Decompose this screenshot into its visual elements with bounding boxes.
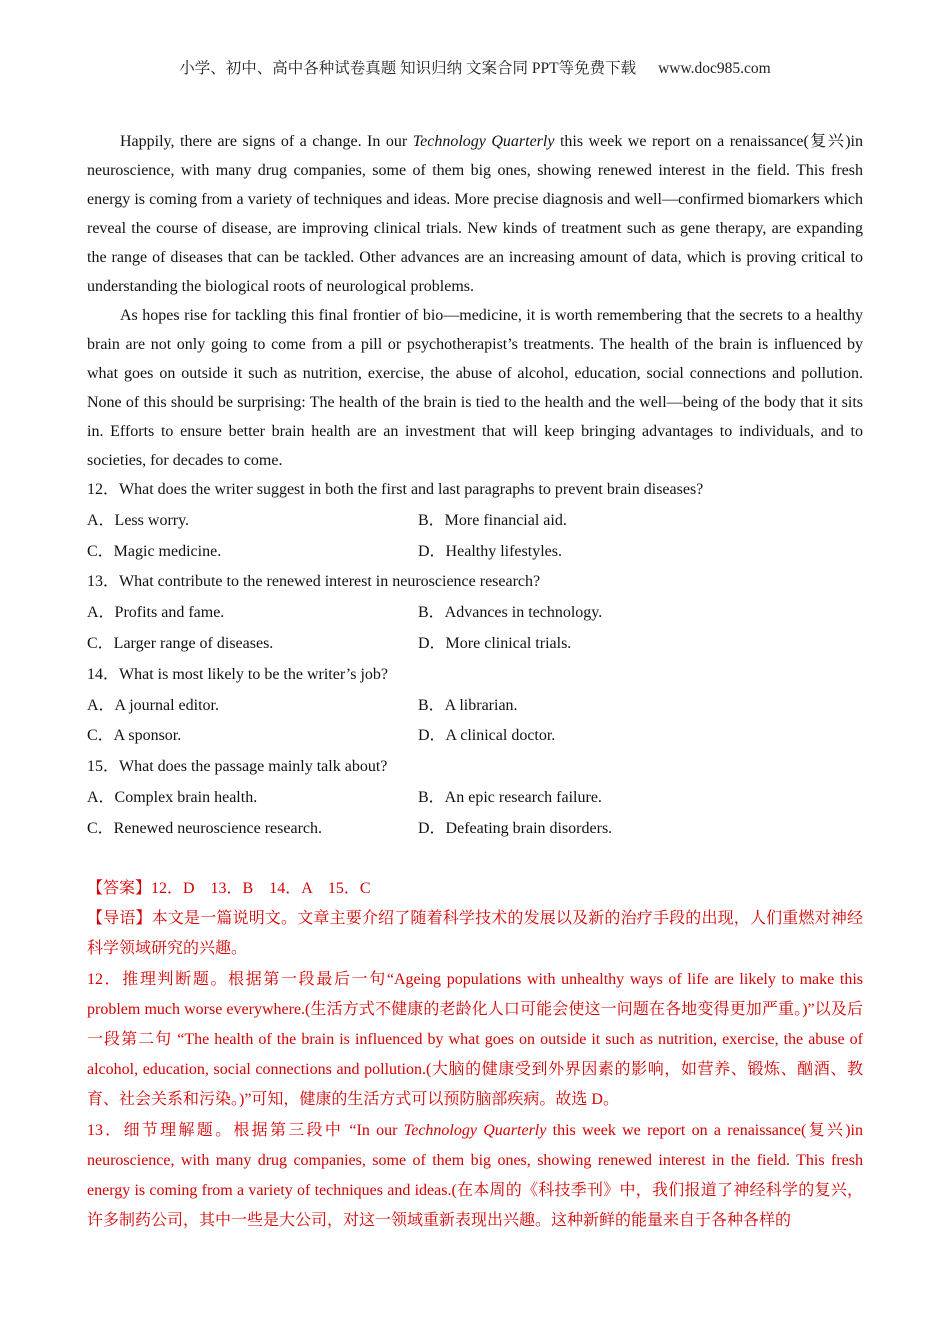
question-12 — [87, 475, 863, 567]
option: B．More financial aid. — [418, 511, 567, 529]
option: D．More clinical trials. — [418, 634, 572, 652]
explanation-13: 13．细节理解题。根据第三段中 “In our Technology Quarterly this week we report on a renaissance(复兴)in neuroscience, with many drug companies, some of them big ones, showing renewed interest in the field. This fresh energy is coming from a variety of techniques and ideas.(在本周的《科技季刊》中，我们报道了神经科学的复兴，许多制药公司，其中一些是大公司，对这一领域重新表现出兴趣。这种新鲜的能量来自于各种各样的 — [87, 1121, 863, 1230]
option: B．A librarian. — [418, 696, 518, 714]
passage-paragraph-2: As hopes rise for tackling this final frontier of bio—medicine, it is worth remembering that the secrets to a healthy brain are not only going to come from a pill or psychotherapist’s treatments. The health of the brain is influenced by what goes on outside it such as nutrition, exercise, the abuse of alcohol, education, social connections and pollution. None of this should be surprising: The health of the brain is tied to the health and the well—being of the body that it sits in. Efforts to ensure better brain health are an investment that will keep bringing advantages to individuals, and to societies, for decades to come. — [87, 307, 863, 469]
option: A．Complex brain health. — [87, 788, 258, 806]
option: D．A clinical doctor. — [418, 727, 556, 745]
option: C．Magic medicine. — [87, 542, 222, 560]
option: D．Defeating brain disorders. — [418, 819, 613, 837]
option: A．Less worry. — [87, 511, 190, 529]
question-stem: 14．What is most likely to be the writer’s job? — [87, 665, 388, 683]
answer-section — [87, 874, 863, 1236]
answer-key: 【答案】12．D 13．B 14．A 15．C — [87, 880, 371, 897]
option: A．A journal editor. — [87, 696, 219, 714]
journal-title: Technology Quarterly — [412, 133, 555, 150]
answer-guide: 【导语】本文是一篇说明文。文章主要介绍了随着科学技术的发展以及新的治疗手段的出现，人们重燃对神经科学领域研究的兴趣。 — [87, 910, 863, 958]
explanation-12: 12．推理判断题。根据第一段最后一句“Ageing populations with unhealthy ways of life are likely to make this problem much worse everywhere.(生活方式不健康的老龄化人口可能会使这一问题在各地变得更加严重。)”以及后一段第二句 “The health of the brain is influenced by what goes on outside it such as nutrition, exercise, the abuse of alcohol, education, social connections and pollution.(大脑的健康受到外界因素的影响，如营养、锻炼、酗酒、教育、社会关系和污染。)”可知，健康的生活方式可以预防脑部疾病。故选 D。 — [87, 970, 863, 1109]
question-15 — [87, 752, 863, 844]
passage-and-questions — [87, 127, 863, 845]
option: A．Profits and fame. — [87, 604, 225, 622]
header-text: 小学、初中、高中各种试卷真题 知识归纳 文案合同 PPT等免费下载 — [179, 60, 637, 77]
option: C．A sponsor. — [87, 727, 182, 745]
question-13 — [87, 567, 863, 659]
page-header — [0, 56, 950, 78]
question-stem: 12．What does the writer suggest in both the first and last paragraphs to prevent brain diseases? — [87, 481, 704, 498]
question-stem: 13．What contribute to the renewed interest in neuroscience research? — [87, 573, 541, 591]
passage-paragraph-1: Happily, there are signs of a change. In our Technology Quarterly this week we report on a renaissance(复兴)in neuroscience, with many drug companies, some of them big ones, showing renewed interest in the field. This fresh energy is coming from a variety of techniques and ideas. More precise diagnosis and well—confirmed biomarkers which reveal the course of disease, are improving clinical trials. New kinds of treatment such as gene therapy, are expanding the range of diseases that can be tackled. Other advances are an increasing amount of data, which is proving critical to understanding the biological roots of neurological problems. — [87, 133, 864, 295]
option: B．Advances in technology. — [418, 604, 603, 622]
question-stem: 15．What does the passage mainly talk about? — [87, 758, 388, 776]
header-site-link[interactable]: www.doc985.com — [658, 60, 771, 77]
option: C．Renewed neuroscience research. — [87, 819, 323, 837]
journal-title: Technology Quarterly — [403, 1121, 547, 1139]
option: D．Healthy lifestyles. — [418, 542, 562, 560]
option: C．Larger range of diseases. — [87, 634, 274, 652]
option: B．An epic research failure. — [418, 788, 602, 806]
question-14 — [87, 660, 863, 752]
